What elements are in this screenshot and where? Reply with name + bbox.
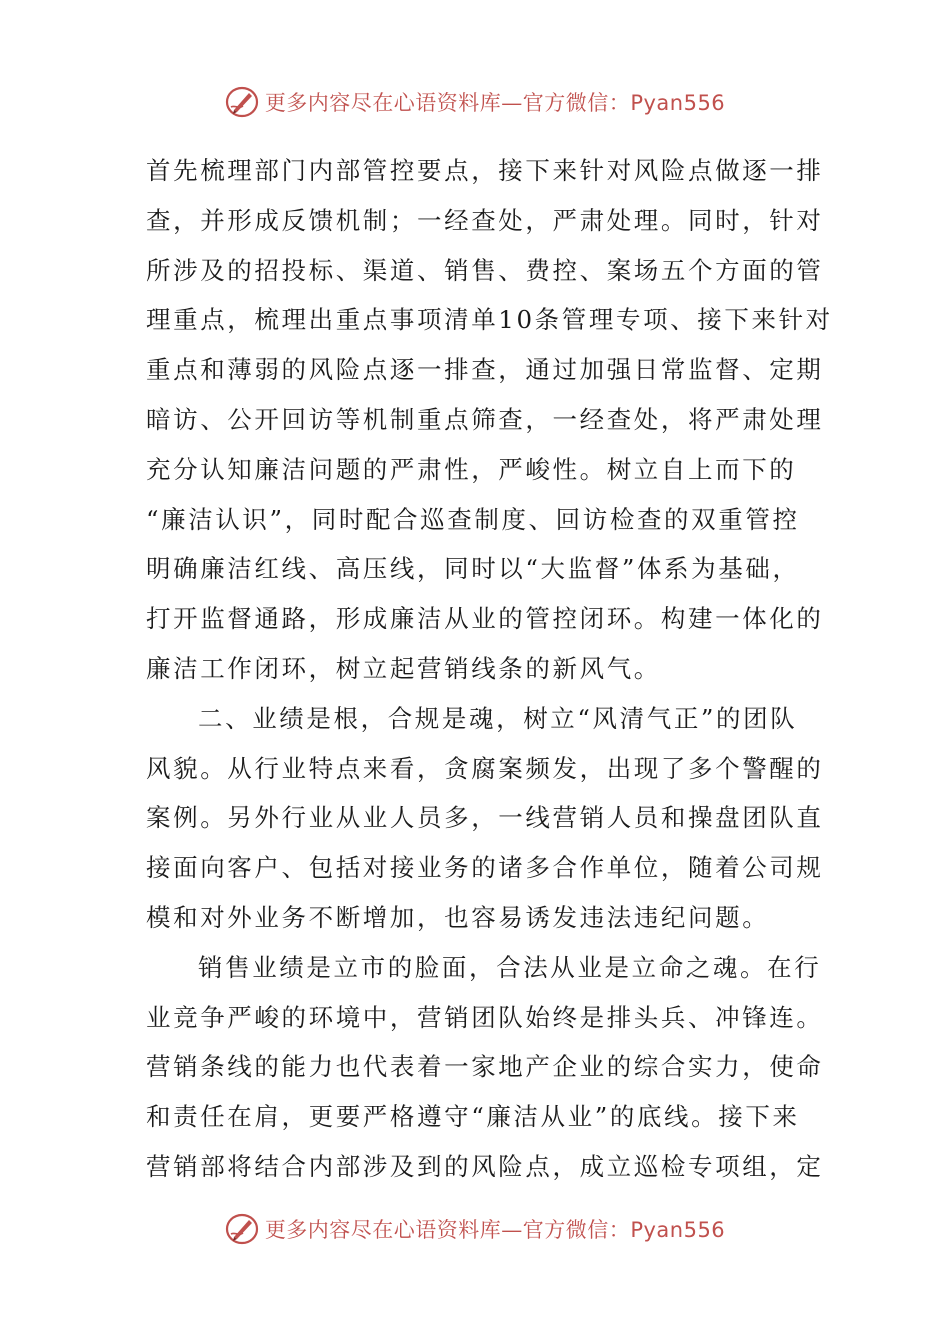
text-line: 暗访、公开回访等机制重点筛查，一经查处，将严肃处理: [146, 404, 824, 434]
text-line: 风貌。从行业特点来看，贪腐案频发，出现了多个警醒的: [146, 753, 824, 783]
text-line: 理重点，梳理出重点事项清单10条管理专项、接下来针对: [146, 305, 833, 335]
text-line: 接面向客户、包括对接业务的诸多合作单位，随着公司规: [146, 853, 824, 883]
banner-text: 更多内容尽在心语资料库—官方微信：Pyan556: [264, 1218, 726, 1242]
text-line: 所涉及的招投标、渠道、销售、费控、案场五个方面的管: [146, 255, 824, 285]
text-line: 重点和薄弱的风险点逐一排查，通过加强日常监督、定期: [146, 355, 824, 385]
text-line: 业竞争严峻的环境中，营销团队始终是排头兵、冲锋连。: [146, 1002, 824, 1032]
header-banner: [0, 82, 950, 122]
text-line: 模和对外业务不断增加，也容易诱发违法违纪问题。: [146, 902, 770, 932]
text-line: 销售业绩是立市的脸面，合法从业是立命之魂。在行: [198, 952, 822, 982]
text-line: “廉洁认识”，同时配合巡查制度、回访检查的双重管控: [146, 504, 800, 534]
paragraph-1: [146, 146, 833, 694]
text-line: 充分认知廉洁问题的严肃性，严峻性。树立自上而下的: [146, 454, 797, 484]
footer-banner: [0, 1209, 950, 1249]
wechat-id: Pyan556: [630, 91, 726, 115]
text-line: 廉洁工作闭环，树立起营销线条的新风气。: [146, 653, 661, 683]
text-line: 和责任在肩，更要严格遵守“廉洁从业”的底线。接下来: [146, 1102, 800, 1132]
text-line: 首先梳理部门内部管控要点，接下来针对风险点做逐一排: [146, 156, 824, 185]
pen-logo-icon: [225, 85, 259, 119]
text-line: 营销部将结合内部涉及到的风险点，成立巡检专项组，定: [146, 1151, 824, 1181]
paragraph-3: [146, 943, 824, 1192]
text-line: 营销条线的能力也代表着一家地产企业的综合实力，使命: [146, 1052, 824, 1082]
wechat-id: Pyan556: [630, 1218, 726, 1242]
banner-text: 更多内容尽在心语资料库—官方微信：Pyan556: [264, 91, 726, 115]
text-line: 打开监督通路，形成廉洁从业的管控闭环。构建一体化的: [146, 604, 824, 634]
text-line: 明确廉洁红线、高压线，同时以“大监督”体系为基础，: [146, 554, 800, 584]
text-line: 查，并形成反馈机制；一经查处，严肃处理。同时，针对: [146, 205, 824, 235]
paragraph-2: [146, 694, 824, 943]
document-body: [146, 146, 833, 1192]
text-line: 案例。另外行业从业人员多，一线营销人员和操盘团队直: [146, 803, 824, 833]
pen-logo-icon: [225, 1212, 259, 1246]
text-line: 二、业绩是根，合规是魂，树立“风清气正”的团队: [198, 703, 798, 733]
